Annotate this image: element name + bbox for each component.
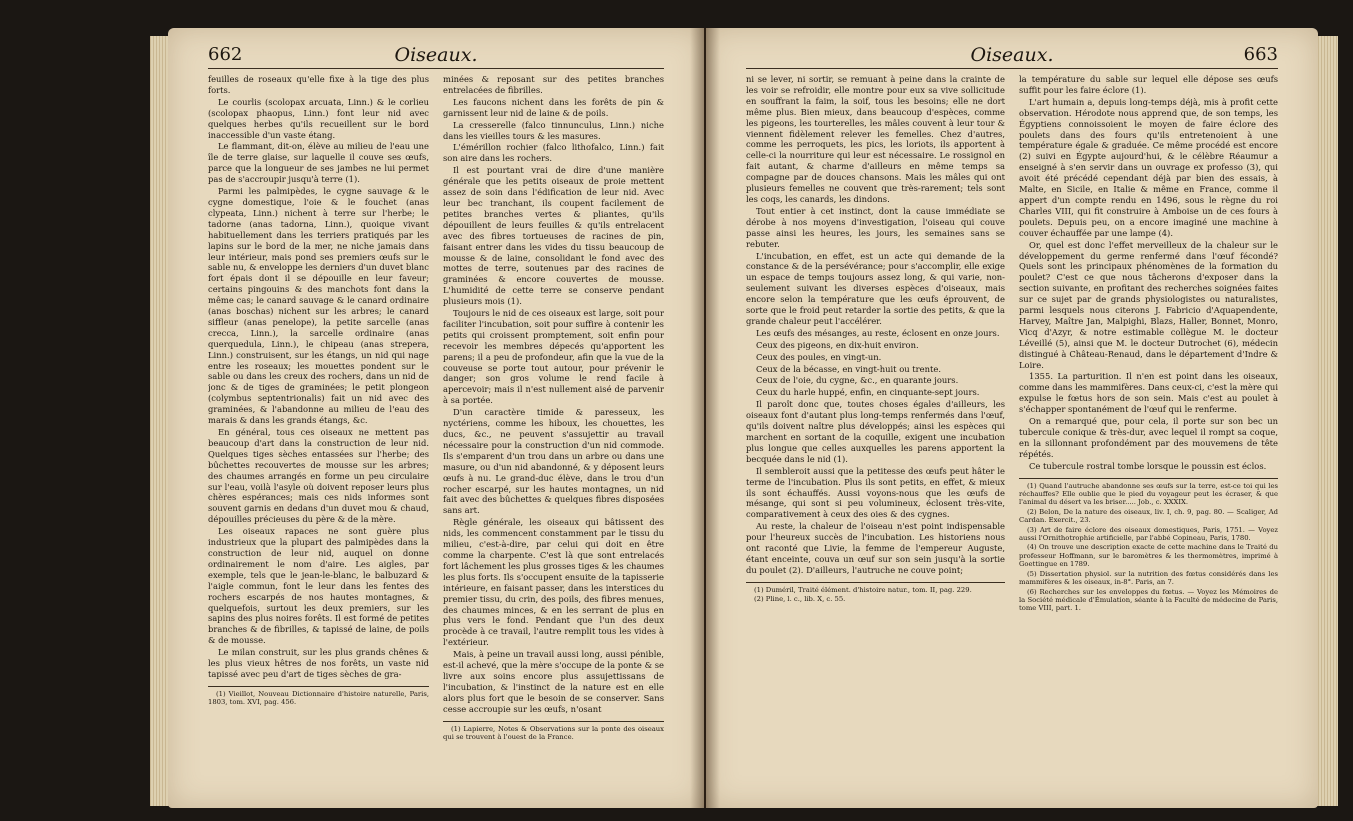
paragraph: L'art humain a, depuis long-temps déjà, mis à profit cette observation. Hérodote nous apprend que, de son temps, les Égyptiens connoissoient le moyen de faire éclore des poulets dans des fours qu'ils entretenoient à une température égale & graduée. Ce même procédé est encore (2) suivi en Égypte aujourd'hui, & le célèbre Réaumur a enseigné à s'en servir dans un ouvrage ex professo (3), qui avoit été précédé cependant déjà par bien des essais, à Malte, en Sicile, en Italie & même en France, comme il appert d'un compte rendu en 1496, sous le règne du roi Charles VIII, qui fit construire à Amboise un de ces fours à poulets. Depuis peu, on a encore imaginé une machine à couver échauffée par une lampe (4). — [1019, 96, 1278, 238]
paragraph: Mais, à peine un travail aussi long, aussi pénible, est-il achevé, que la mère s'occupe de la ponte & se livre aux soins encore plus assujettissans de l'incubation, & l'instinct de la nature est en elle alors plus fort que le besoin de se conserver. Sans cesse accroupie sur les œufs, n'osant — [443, 649, 664, 714]
footnote: (5) Dissertation physiol. sur la nutrition des fœtus considérés dans les mammifères & les oiseaux, in-8°. Paris, an 7. — [1019, 569, 1278, 587]
paragraph: Il est pourtant vrai de dire d'une manière générale que les petits oiseaux de proie mettent assez de soin dans l'édification de leur nid. Avec leur bec tranchant, ils coupent facilement de petites branches vertes & pliantes, qu'ils dépouillent de leurs feuilles & qu'ils entrelacent avec des fibres tortueuses de racines de pin, faisant entrer dans les vides du tissu beaucoup de mousse & de laine, consolidant le fond avec des mottes de terre, soutenues par des racines de graminées & encore couvertes de mousse. L'humidité de cette terre se conserve pendant plusieurs mois (1). — [443, 165, 664, 307]
paragraph: Le milan construit, sur les plus grands chênes & les plus vieux hêtres de nos forêts, un vaste nid tapissé avec peu d'art de tiges sèches de gra- — [208, 647, 429, 679]
paragraph: D'un caractère timide & paresseux, les nyctériens, comme les hiboux, les chouettes, les ducs, &c., ne peuvent s'assujettir au travail nécessaire pour la construction d'un nid commode. Ils s'emparent d'un trou dans un arbre ou dans une masure, ou d'un nid abandonné, & y déposent leurs œufs à nu. Le grand-duc élève, dans le trou d'un rocher escarpé, sur les hautes montagnes, un nid fait avec des bûchettes & quelques fibres disposées sans art. — [443, 407, 664, 516]
left-column-1 — [208, 74, 429, 778]
paragraph: feuilles de roseaux qu'elle fixe à la tige des plus forts. — [208, 74, 429, 95]
page-edges-right — [1316, 36, 1338, 806]
paragraph: Parmi les palmipèdes, le cygne sauvage & le cygne domestique, l'oie & le fouchet (anas clypeata, Linn.) nichent à terre sur l'herbe; le tadorne (anas tadorna, Linn.), quoique vivant habituellement dans les terriers pratiqués par les lapins sur le bord de la mer, ne niche jamais dans leur intérieur, mais pond ses premiers œufs sur le sable nu, & enveloppe les derniers d'un duvet blanc fort épais dont il se dépouille en leur faveur; certains pingouins & des manchots font dans la même cas; le canard sauvage & le canard ordinaire (anas boschas) nichent sur les arbres; le canard siffleur (anas penelope), la petite sarcelle (anas crecca, Linn.), la sarcelle ordinaire (anas querquedula, Linn.), le chipeau (anas strepera, Linn.) construisent, sur les étangs, un nid qui nage entre les roseaux; les mouettes pondent sur le sable ou dans les creux des rochers, dans un nid de jonc & de tiges de graminées; le petit plongeon (colymbus septentrionalis) fait un nid avec des graminées, & l'abandonne au milieu de l'eau des marais & dans les grands étangs, &c. — [208, 186, 429, 426]
footnote: (1) Lapierre, Notes & Observations sur la ponte des oiseaux qui se trouvent à l'ouest de la France. — [443, 724, 664, 741]
paragraph: Ce tubercule rostral tombe lorsque le poussin est éclos. — [1029, 460, 1267, 471]
right-column-1 — [746, 74, 1005, 778]
paragraph: On a remarqué que, pour cela, il porte sur son bec un tubercule conique & très-dur, avec lequel il rompt sa coque, en la sillonnant profondément par des mouvemens de tête répétés. — [1019, 416, 1278, 459]
right-page — [706, 28, 1318, 808]
paragraph: Toujours le nid de ces oiseaux est large, soit pour faciliter l'incubation, soit pour suffire à contenir les petits qui croissent promptement, soit enfin pour recevoir les membres dépecés qu'apportent les parens; il a peu de profondeur, afin que la vue de la couveuse se porte tout autour, pour prévenir le danger; son gros volume le rend facile à apercevoir; mais il n'est nullement aisé de parvenir à sa portée. — [443, 308, 664, 406]
left-page — [168, 28, 704, 808]
paragraph: L'émérillon rochier (falco lithofalco, Linn.) fait son aire dans les rochers. — [443, 142, 664, 164]
paragraph: Ceux des poules, en vingt-un. — [756, 351, 882, 362]
right-running-title: Oiseaux. — [970, 44, 1054, 66]
paragraph: la température du sable sur lequel elle dépose ses œufs suffit pour les faire éclore (1). — [1019, 74, 1278, 95]
paragraph: Le courlis (scolopax arcuata, Linn.) & le corlieu (scolopax phaopus, Linn.) font leur nid avec quelques herbes qu'ils recueillent sur le bord inaccessible d'un vaste étang. — [208, 96, 429, 140]
footnote: (1) Quand l'autruche abandonne ses œufs sur la terre, est-ce toi qui les réchauffes? Elle oublie que le pied du voyageur peut les écraser, & que l'animal du désert va les briser..... Job., c. XXXIX. — [1019, 481, 1278, 507]
paragraph: Tout entier à cet instinct, dont la cause immédiate se dérobe à nos moyens d'investigation, l'oiseau qui couve passe ainsi les heures, les jours, les semaines sans se rebuter. — [746, 205, 1005, 249]
footnotes — [1019, 478, 1278, 613]
page-edges-left — [150, 36, 170, 806]
right-column-2 — [1019, 74, 1278, 778]
paragraph: La cresserelle (falco tinnunculus, Linn.) niche dans les vieilles tours & les masures. — [443, 119, 664, 141]
left-column-2 — [443, 74, 664, 778]
book-gutter — [690, 28, 720, 808]
paragraph: Au reste, la chaleur de l'oiseau n'est point indispensable pour l'heureux succès de l'incubation. Les historiens nous ont raconté que Livie, la femme de l'empereur Auguste, étant enceinte, couva un œuf sur son sein jusqu'à la sortie du poulet (2). D'ailleurs, l'autruche ne couve point; — [746, 521, 1005, 575]
footnote: (2) Belon, De la nature des oiseaux, liv. I, ch. 9, pag. 80. — Scaliger, Ad Cardan. Exercit., 23. — [1019, 507, 1278, 525]
right-page-number: 663 — [1243, 44, 1278, 65]
footnote: (3) Art de faire éclore des oiseaux domestiques, Paris, 1751. — Voyez aussi l'Ornithotrophie artificielle, par l'abbé Copineau, Paris, 1780. — [1019, 525, 1278, 543]
footnotes — [208, 686, 429, 707]
paragraph: L'incubation, en effet, est un acte qui demande de la constance & de la persévérance; pour s'accomplir, elle exige un espace de temps toujours assez long, & qui varie, non-seulement suivant les diverses espèces d'oiseaux, mais encore selon la température que les œufs éprouvent, de sorte que le froid peut retarder la sortie des petits, & que la grande chaleur peut l'accélérer. — [746, 250, 1005, 326]
footnote: (4) On trouve une description exacte de cette machine dans le Traité du professeur Hoffmann, sur le baromètres & les thermomètres, imprimé à Goettingue en 1789. — [1019, 543, 1278, 569]
paragraph: Il paroît donc que, toutes choses égales d'ailleurs, les oiseaux font d'autant plus long-temps renfermés dans l'œuf, qu'ils doivent naître plus développés; ainsi les espèces qui marchent en sortant de la coquille, exigent une incubation plus longue que celles auxquelles les parens apportent la becquée dans le nid (1). — [746, 399, 1005, 464]
paragraph: Les oiseaux rapaces ne sont guère plus industrieux que la plupart des palmipèdes dans la construction de leur nid, auquel on donne ordinairement le nom d'aire. Les aigles, par exemple, tels que le jean-le-blanc, le balbuzard & l'aigle commun, font le leur dans les fentes des rochers escarpés de nos hautes montagnes, & quelquefois, surtout les deux premiers, sur les sapins des plus noires forêts. Il est formé de petites branches & de fibrilles, & tapissé de laine, de poils & de mousse. — [208, 526, 429, 646]
footnotes — [746, 582, 1005, 604]
footnote: (1) Vieillot, Nouveau Dictionnaire d'histoire naturelle, Paris, 1803, tom. XVI, pag. 456. — [208, 689, 429, 707]
paragraph: Il sembleroit aussi que la petitesse des œufs peut hâter le terme de l'incubation. Plus ils sont petits, en effet, & mieux ils sont échauffés. Aussi voyons-nous que les œufs de mésange, qui sont si peu volumineux, éclosent très-vite, comparativement à ceux des oies & des cygnes. — [746, 465, 1005, 520]
paragraph: Ceux des pigeons, en dix-huit environ. — [756, 339, 919, 350]
paragraph: 1355. La parturition. Il n'en est point dans les oiseaux, comme dans les mammifères. Dans ceux-ci, c'est la mère qui expulse le fœtus hors de son sein. Mais c'est au poulet à s'échapper spontanément de l'œuf qui le renferme. — [1019, 371, 1278, 415]
right-page-header — [746, 44, 1278, 69]
paragraph: Ceux de la bécasse, en vingt-huit ou trente. — [756, 363, 942, 374]
footnote: (1) Duméril, Traité élément. d'histoire natur., tom. II, pag. 229. — [754, 585, 972, 594]
paragraph: Ceux de l'oie, du cygne, &c., en quarante jours. — [756, 375, 959, 386]
left-page-number: 662 — [208, 44, 243, 65]
paragraph: Ceux du harle huppé, enfin, en cinquante-sept jours. — [756, 387, 980, 398]
paragraph: Le flammant, dit-on, élève au milieu de l'eau une île de terre glaise, sur laquelle il couve ses œufs, parce que la longueur de ses jambes ne lui permet pas de s'accroupir jusqu'à terre (1). — [208, 141, 429, 185]
paragraph: Les œufs des mésanges, au reste, éclosent en onze jours. — [756, 327, 1000, 338]
paragraph: En général, tous ces oiseaux ne mettent pas beaucoup d'art dans la construction de leur nid. Quelques tiges sèches entassées sur l'herbe; des bûchettes recouvertes de mousse sur les arbres; des chaumes arrangés en forme un peu circulaire sur l'eau, voilà l'asyle où doivent reposer leurs plus chères espérances; mais ces nids informes sont souvent garnis en dedans d'un duvet mou & chaud, dépouilles précieuses du père & de la mère. — [208, 427, 429, 525]
paragraph: ni se lever, ni sortir, se remuant à peine dans la crainte de les voir se refroidir, elle montre pour eux sa vive sollicitude en souffrant la faim, la soif, tous les besoins; elle ne dort même plus. Bien mieux, dans beaucoup d'espèces, comme les pigeons, les tourterelles, les mâles couvent à leur tour & viennent fidèlement relever les femelles. Chez d'autres, comme les perroquets, les pics, les loriots, ils apportent à celle-ci la nourriture qui leur est nécessaire. Le rossignol en fait autant, & charme d'ailleurs en même temps sa compagne par de douces chansons. Mais les mâles qui ont plusieurs femelles ne couvent que très-rarement; tels sont les coqs, les canards, les dindons. — [746, 74, 1005, 204]
left-page-header — [208, 44, 664, 69]
footnotes — [443, 721, 664, 742]
paragraph: Règle générale, les oiseaux qui bâtissent des nids, les commencent constamment par le tissu du milieu, c'est-à-dire, par celui qui doit en être comme la charpente. C'est là que sont entrelacés fort lâchement les plus grosses tiges & les chaumes les plus forts. Ils s'occupent ensuite de la tapisserie intérieure, en faisant passer, dans les interstices du premier tissu, du crin, des poils, des fibres menues, des chaumes minces, & en les serrant de plus en plus vers le fond. Pendant que l'un des deux procède à ce travail, l'autre remplit tous les vides à l'extérieur. — [443, 517, 664, 648]
footnote: (6) Recherches sur les enveloppes du fœtus. — Voyez les Mémoires de la Société médicale d'Émulation, séante à la Faculté de médecine de Paris, tome VIII, part. 1. — [1019, 587, 1278, 613]
left-running-title: Oiseaux. — [394, 44, 478, 66]
paragraph: Les faucons nichent dans les forêts de pin & garnissent leur nid de laine & de poils. — [443, 96, 664, 118]
footnote: (2) Pline, l. c., lib. X, c. 55. — [754, 595, 846, 604]
paragraph: minées & reposant sur des petites branches entrelacées de fibrilles. — [443, 74, 664, 95]
paragraph: Or, quel est donc l'effet merveilleux de la chaleur sur le développement du germe renfermé dans l'œuf fécondé? Quels sont les principaux phénomènes de la formation du poulet? C'est ce que nous tâcherons d'exposer dans la section suivante, en profitant des recherches soignées faites sur ce sujet par de grands physiologistes ou naturalistes, parmi lesquels nous citerons J. Fabricio d'Aquapendente, Harvey, Maître Jan, Malpighi, Blazs, Haller, Bonnet, Monro, Vicq d'Azyr, & notre estimable collègue M. le docteur Léveillé (5), ainsi que M. le docteur Dutrochet (6), médecin distingué à Château-Renaud, dans le département d'Indre & Loire. — [1019, 239, 1278, 370]
